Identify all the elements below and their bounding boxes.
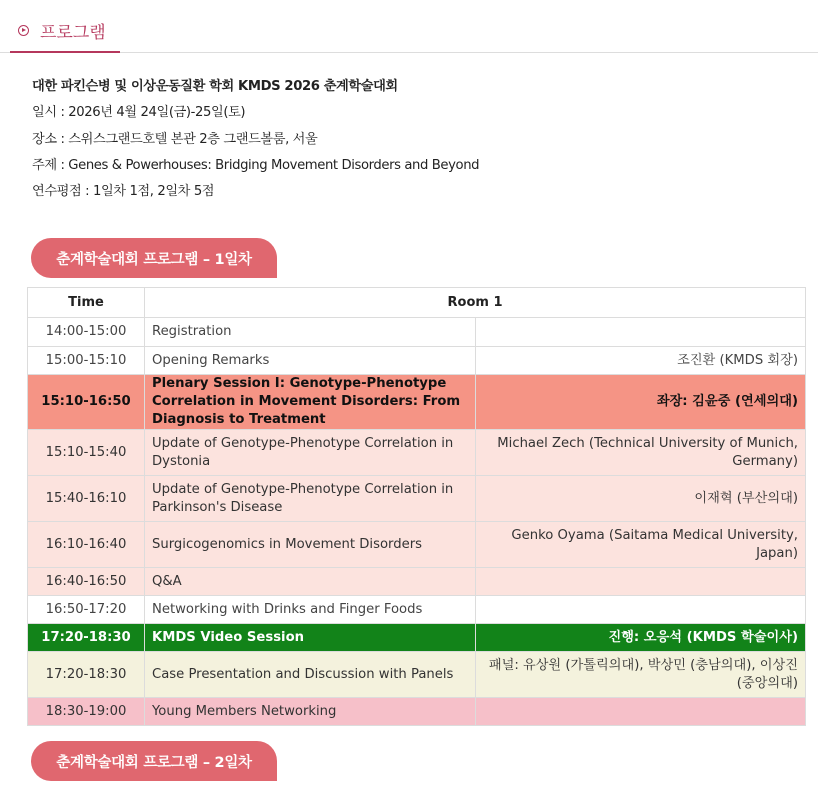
row-title: Plenary Session I: Genotype-Phenotype Correlation in Movement Disorders: From Diagnosis to Treatment bbox=[145, 375, 476, 430]
row-title: Networking with Drinks and Finger Foods bbox=[145, 596, 476, 624]
table-row bbox=[28, 522, 806, 568]
table-row bbox=[28, 476, 806, 522]
row-chair: 패널: 유상원 (가톨릭의대), 박상민 (충남의대), 이상진 (중앙의대) bbox=[475, 652, 806, 698]
row-time: 17:20-18:30 bbox=[28, 652, 145, 698]
tab-program-label: 프로그램 bbox=[40, 23, 106, 43]
event-date: 일시 : 2026년 4월 24일(금)-25일(토) bbox=[32, 105, 246, 121]
row-time: 16:10-16:40 bbox=[28, 522, 145, 568]
row-chair: 이재혁 (부산의대) bbox=[475, 476, 806, 522]
event-theme: 주제 : Genes & Powerhouses: Bridging Movement Disorders and Beyond bbox=[32, 157, 480, 173]
row-chair bbox=[475, 596, 806, 624]
table-row bbox=[28, 430, 806, 476]
row-time: 18:30-19:00 bbox=[28, 698, 145, 726]
event-title: 대한 파킨슨병 및 이상운동질환 학회 KMDS 2026 춘계학술대회 bbox=[32, 79, 398, 94]
table-header bbox=[28, 288, 806, 318]
row-chair bbox=[475, 318, 806, 347]
event-info bbox=[32, 76, 479, 207]
tab-bar bbox=[0, 0, 818, 53]
table-row-session bbox=[28, 375, 806, 430]
row-chair bbox=[475, 698, 806, 726]
header-room: Room 1 bbox=[145, 288, 806, 318]
tab-program[interactable] bbox=[10, 10, 120, 53]
row-time: 16:50-17:20 bbox=[28, 596, 145, 624]
row-time: 15:00-15:10 bbox=[28, 347, 145, 375]
row-time: 15:40-16:10 bbox=[28, 476, 145, 522]
day1-heading: 춘계학술대회 프로그램 – 1일차 bbox=[31, 238, 277, 278]
row-title: KMDS Video Session bbox=[145, 624, 476, 652]
row-time: 14:00-15:00 bbox=[28, 318, 145, 347]
row-chair: 진행: 오응석 (KMDS 학술이사) bbox=[475, 624, 806, 652]
row-title: Q&A bbox=[145, 568, 476, 596]
row-title: Case Presentation and Discussion with Panels bbox=[145, 652, 476, 698]
event-venue: 장소 : 스위스그랜드호텔 본관 2층 그랜드볼룸, 서울 bbox=[32, 131, 318, 147]
table-row bbox=[28, 652, 806, 698]
program-table bbox=[27, 287, 806, 726]
table-row bbox=[28, 318, 806, 347]
row-chair: Michael Zech (Technical University of Munich, Germany) bbox=[475, 430, 806, 476]
table-row bbox=[28, 347, 806, 375]
table-row-session bbox=[28, 624, 806, 652]
row-time: 15:10-16:50 bbox=[28, 375, 145, 430]
row-time: 16:40-16:50 bbox=[28, 568, 145, 596]
row-title: Surgicogenomics in Movement Disorders bbox=[145, 522, 476, 568]
table-row bbox=[28, 568, 806, 596]
row-time: 15:10-15:40 bbox=[28, 430, 145, 476]
row-chair bbox=[475, 568, 806, 596]
row-title: Update of Genotype-Phenotype Correlation in Dystonia bbox=[145, 430, 476, 476]
table-row bbox=[28, 596, 806, 624]
row-chair: Genko Oyama (Saitama Medical University, Japan) bbox=[475, 522, 806, 568]
row-chair: 좌장: 김윤중 (연세의대) bbox=[475, 375, 806, 430]
row-title: Opening Remarks bbox=[145, 347, 476, 375]
table-row bbox=[28, 698, 806, 726]
row-title: Update of Genotype-Phenotype Correlation in Parkinson's Disease bbox=[145, 476, 476, 522]
play-circle-icon bbox=[18, 25, 29, 36]
row-title: Registration bbox=[145, 318, 476, 347]
row-time: 17:20-18:30 bbox=[28, 624, 145, 652]
header-time: Time bbox=[28, 288, 145, 318]
row-chair: 조진환 (KMDS 회장) bbox=[475, 347, 806, 375]
event-credits: 연수평점 : 1일차 1점, 2일차 5점 bbox=[32, 184, 215, 200]
day2-heading: 춘계학술대회 프로그램 – 2일차 bbox=[31, 741, 277, 781]
row-title: Young Members Networking bbox=[145, 698, 476, 726]
